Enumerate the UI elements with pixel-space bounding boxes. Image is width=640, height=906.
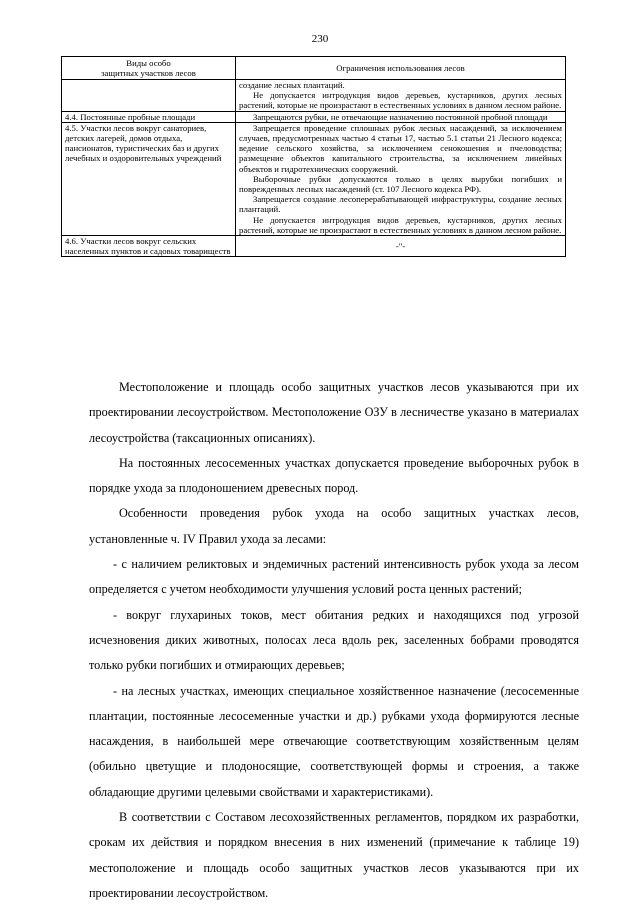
- row-left-cell: 4.5. Участки лесов вокруг санаториев, детских лагерей, домов отдыха, пансионатов, туристических баз и других лечебных и оздоровительных учреждений: [62, 122, 236, 235]
- forest-restrictions-table: [61, 56, 566, 257]
- row-right-cell: [236, 80, 566, 112]
- table-row: [62, 111, 566, 122]
- row-right-cell: [236, 122, 566, 235]
- restriction-paragraph: Не допускается интродукция видов деревьев, кустарников, других лесных растений, которые не произрастают в естественных условиях в данном лесном районе.: [239, 214, 562, 235]
- restriction-paragraph: создание лесных плантаций.: [239, 80, 345, 90]
- header-forest-use-restrictions: Ограничения использования лесов: [236, 57, 566, 80]
- row-right-cell-ditto: -"-: [236, 236, 566, 257]
- row-left-cell: [62, 80, 236, 112]
- table-row: [62, 236, 566, 257]
- body-paragraph: На постоянных лесосеменных участках допускается проведение выборочных рубок в порядке ухода за плодоношением древесных пород.: [89, 455, 579, 496]
- body-paragraph: В соответствии с Составом лесохозяйственных регламентов, порядком их разработки, срокам их действия и порядком внесения в них изменений (примечание к таблице 19) местоположение и площадь особо защитных участков лесов указываются при их проектировании лесоустройством.: [89, 810, 579, 900]
- page-number: 230: [311, 33, 329, 45]
- restriction-paragraph: Запрещаются рубки, не отвечающие назначению постоянной пробной площади: [253, 111, 548, 122]
- table-header-row: [62, 57, 566, 80]
- table-row: [62, 80, 566, 112]
- body-list-item: - вокруг глухариных токов, мест обитания редких и находящихся под угрозой исчезновения диких животных, полосах леса вдоль рек, заселенных бобрами проводятся только рубки погибших и отмирающих деревьев;: [89, 607, 579, 673]
- row-right-cell: [236, 111, 566, 122]
- header-protected-area-types: Виды особо защитных участков лесов: [62, 57, 236, 80]
- body-list-item: - на лесных участках, имеющих специальное хозяйственное назначение (лесосеменные плантации, постоянные лесосеменные участки и др.) рубками ухода формируются лесные насаждения, в наибольшей мере отвечающие соответствующим хозяйственным целям (обильно цветущие и плодоносящие, соответствующей формы и строения, а также обладающие другими целевыми свойствами и характеристиками).: [89, 683, 579, 799]
- body-text: [89, 375, 579, 906]
- table-row: [62, 122, 566, 235]
- row-left-cell: 4.4. Постоянные пробные площади: [62, 111, 236, 122]
- restriction-paragraph: Выборочные рубки допускаются только в целях вырубки погибших и поврежденных лесных насаждений (ст. 107 Лесного кодекса РФ).: [239, 173, 562, 195]
- body-paragraph: Особенности проведения рубок ухода на особо защитных участках лесов, установленные ч. IV Правил ухода за лесами:: [89, 506, 579, 546]
- body-paragraph: Местоположение и площадь особо защитных участков лесов указываются при их проектировании лесоустройством. Местоположение ОЗУ в лесничестве указано в материалах лесоустройства (таксационных описаниях).: [89, 380, 579, 445]
- restriction-paragraph: Запрещается проведение сплошных рубок лесных насаждений, за исключением случаев, предусмотренных частью 4 статьи 17, частью 5.1 статьи 21 Лесного кодекса; ведение сельского хозяйства, за исключением сенокошения и пчеловодства; размещение объектов капитального строительства, за исключением линейных объектов и гидротехнических сооружений.: [239, 122, 562, 174]
- restriction-paragraph: Не допускается интродукция видов деревьев, кустарников, других лесных растений, которые не произрастают в естественных условиях в данном лесном районе.: [239, 90, 562, 111]
- body-list-item: - с наличием реликтовых и эндемичных растений интенсивность рубок ухода за лесом определяется с учетом необходимости улучшения условий роста ценных растений;: [89, 557, 579, 597]
- restriction-paragraph: Запрещается создание лесоперерабатывающей инфраструктуры, создание лесных плантаций.: [239, 194, 562, 215]
- row-left-cell: 4.6. Участки лесов вокруг сельских населенных пунктов и садовых товариществ: [62, 236, 236, 257]
